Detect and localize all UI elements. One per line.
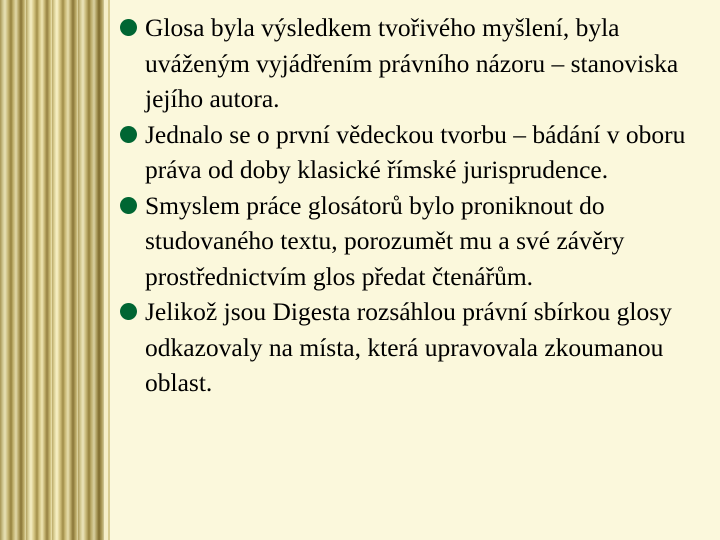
bullet-text: Glosa byla výsledkem tvořivého myšlení, byla uváženým vyjádřením právního názoru – stanoviska jejího autora. xyxy=(145,13,679,113)
bullet-text: Jelikož jsou Digesta rozsáhlou právní sbírkou glosy odkazovaly na místa, která upravovala zkoumanou oblast. xyxy=(145,297,672,397)
list-item xyxy=(118,10,708,117)
bullet-list xyxy=(118,10,708,401)
bullet-dot-icon xyxy=(120,303,137,320)
list-item xyxy=(118,294,708,401)
list-item xyxy=(118,117,708,188)
bullet-text: Smyslem práce glosátorů bylo proniknout do studovaného textu, porozumět mu a své závěry prostřednictvím glos předat čtenářům. xyxy=(145,190,625,291)
list-item xyxy=(118,188,708,295)
bullet-dot-icon xyxy=(120,197,137,214)
bullet-text: Jednalo se o první vědeckou tvorbu – bádání v oboru práva od doby klasické římské jurisprudence. xyxy=(145,119,686,184)
decorative-gold-band xyxy=(0,0,104,540)
bullet-dot-icon xyxy=(120,19,137,36)
band-edge-line xyxy=(108,0,110,540)
bullet-dot-icon xyxy=(120,126,137,143)
